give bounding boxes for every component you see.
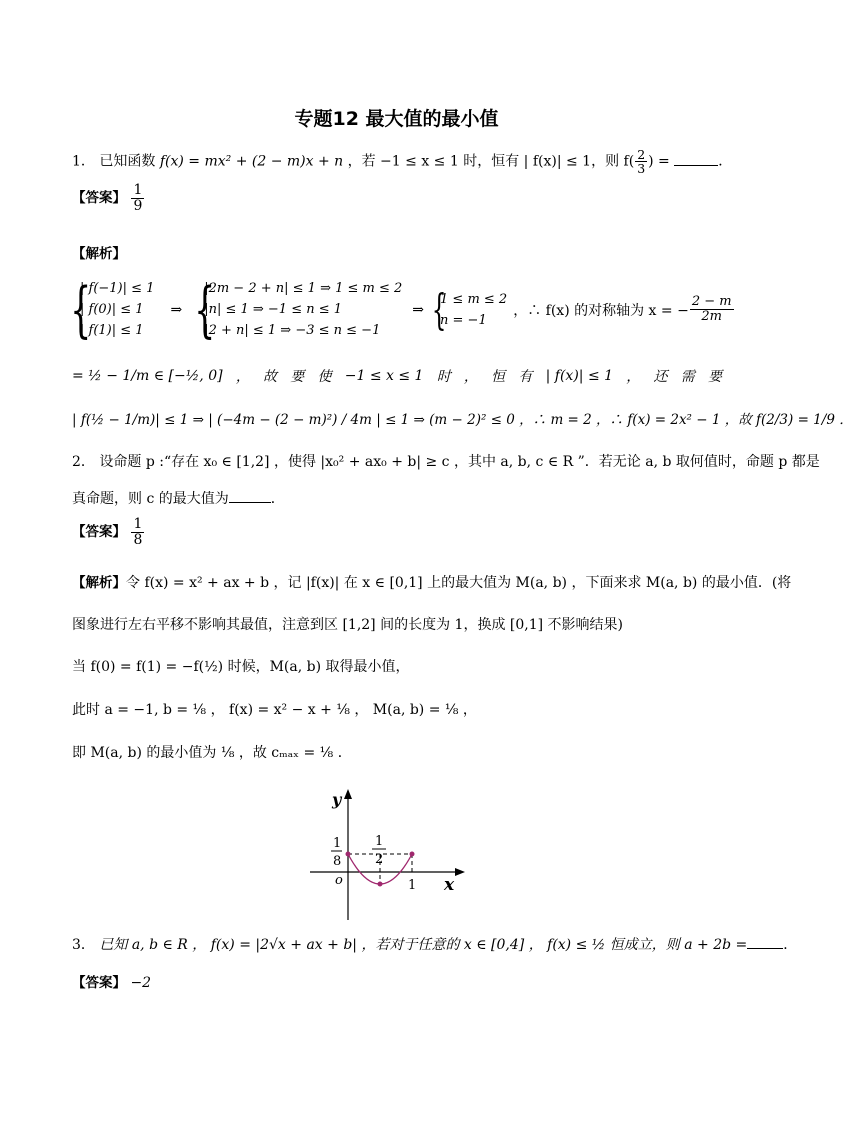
question-number: 3． bbox=[72, 937, 95, 953]
period: ． bbox=[783, 937, 798, 953]
eighth-label-den: 8 bbox=[333, 854, 342, 869]
expression: | f(x)| ≤ 1 bbox=[545, 368, 614, 384]
analysis-2-line-2: 图象进行左右平移不影响其最值，注意到区 [1,2] 间的长度为 1，换成 [0,1] 不影响结果) bbox=[72, 617, 623, 633]
middle-brace: { bbox=[194, 274, 216, 345]
half-label-num: 1 bbox=[375, 834, 384, 849]
half-label-den: 2 bbox=[375, 852, 384, 867]
answer-2 bbox=[72, 517, 145, 547]
y-axis-label: y bbox=[332, 790, 342, 809]
point-left bbox=[346, 852, 351, 857]
text: 时 bbox=[436, 369, 451, 385]
answer-3 bbox=[72, 971, 151, 991]
analysis-2-line-1 bbox=[72, 573, 791, 593]
analysis-line-3 bbox=[72, 366, 722, 386]
axis-text: ，∴ f(x) 的对称轴为 x = − bbox=[513, 302, 689, 319]
text: 故 bbox=[263, 369, 278, 385]
point-vertex bbox=[378, 882, 383, 887]
answer-label: 【答案】 bbox=[72, 190, 126, 207]
period: ． bbox=[718, 153, 733, 170]
origin-label: o bbox=[335, 873, 343, 888]
question-number: 1． bbox=[72, 153, 95, 170]
text: 要 bbox=[290, 369, 305, 385]
text: ， bbox=[626, 369, 641, 385]
analysis-line-4: | f(½ − 1/m)| ≤ 1 ⇒ | (−4m − (2 − m)²) / 4m | ≤ 1 ⇒ (m − 2)² ≤ 0 ，∴ m = 2 ，∴ f(x) = 2x² − 1 ，故 f(2/3) = 1/9 ． bbox=[72, 412, 853, 428]
text: 恒 bbox=[491, 369, 506, 385]
text: 使 bbox=[317, 369, 332, 385]
answer-blank bbox=[674, 151, 718, 166]
answer-1 bbox=[72, 183, 145, 213]
answer-label: 【答案】 bbox=[72, 524, 126, 541]
page-title: 专题12 最大值的最小值 bbox=[294, 108, 499, 130]
question-tail: ) = bbox=[648, 153, 670, 170]
period: ． bbox=[270, 491, 285, 507]
analysis-2-line-4: 此时 a = −1, b = ⅛ ， f(x) = x² − x + ⅛ ， M(a, b) = ⅛ ， bbox=[72, 702, 477, 718]
analysis-label: 【解析】 bbox=[72, 575, 126, 591]
answer-fraction: $\frac{1}{9}$ bbox=[133, 182, 143, 214]
answer-blank bbox=[747, 934, 783, 949]
answer-blank bbox=[229, 488, 271, 503]
text: 有 bbox=[518, 369, 533, 385]
implies-arrow: ⇒ bbox=[412, 301, 425, 318]
eighth-label-num: 1 bbox=[333, 836, 342, 851]
answer-fraction: $\frac{1}{8}$ bbox=[133, 516, 143, 548]
text: 需 bbox=[680, 369, 695, 385]
system-middle: |2m − 2 + n| ≤ 1 ⇒ 1 ≤ m ≤ 2 |n| ≤ 1 ⇒ −1 ≤ n ≤ 1 |2 + n| ≤ 1 ⇒ −3 ≤ n ≤ −1 bbox=[204, 281, 403, 338]
point-right bbox=[410, 852, 415, 857]
question-text: 真命题，则 c 的最大值为 bbox=[72, 491, 229, 507]
expression: −1 ≤ x ≤ 1 bbox=[344, 368, 424, 384]
text: 还 bbox=[653, 369, 668, 385]
x-axis-arrow bbox=[455, 868, 465, 876]
expression: = ½ − 1/m ∈ [−½, 0] bbox=[72, 368, 223, 384]
question-text: 已知 a, b ∈ R ， f(x) = |2√x + ax + b| ，若对于任意的 x ∈ [0,4] ， f(x) ≤ ½ 恒成立，则 a + 2b = bbox=[99, 937, 748, 953]
question-3 bbox=[72, 934, 797, 955]
right-brace: { bbox=[431, 284, 447, 334]
analysis-text: 令 f(x) = x² + ax + b ，记 |f(x)| 在 x ∈ [0,1] 上的最大值为 M(a, b) ，下面来求 M(a, b) 的最小值．(将 bbox=[126, 575, 792, 591]
question-2 bbox=[72, 452, 820, 472]
fraction: $\frac{2}{3}$ bbox=[637, 147, 646, 177]
question-number: 2． bbox=[72, 454, 95, 470]
function-expression: f(x) = mx² + (2 − m)x + n bbox=[159, 153, 344, 170]
question-1 bbox=[72, 148, 732, 175]
axis-fraction: $\frac{2 - m}{2m}$ bbox=[691, 294, 732, 324]
question-text: 设命题 p :“存在 x₀ ∈ [1,2] ，使得 |x₀² + ax₀ + b| ≥ c ，其中 a, b, c ∈ R ”．若无论 a, b 取何值时，命题 p 都是 bbox=[99, 454, 820, 470]
y-axis-arrow bbox=[344, 789, 352, 799]
text: ， bbox=[463, 369, 478, 385]
analysis-2-line-3: 当 f(0) = f(1) = −f(½) 时候，M(a, b) 取得最小值， bbox=[72, 659, 410, 675]
answer-value: −2 bbox=[130, 975, 152, 991]
analysis-2-line-5: 即 M(a, b) 的最小值为 ⅛ ，故 cₘₐₓ = ⅛ ． bbox=[72, 745, 352, 761]
system-left: | f(−1)| ≤ 1 | f(0)| ≤ 1 | f(1)| ≤ 1 bbox=[80, 281, 155, 338]
parabola-graph bbox=[300, 785, 470, 925]
analysis-label: 【解析】 bbox=[72, 246, 126, 262]
text: 要 bbox=[708, 369, 722, 385]
left-brace: { bbox=[70, 274, 92, 345]
x-axis-label: x bbox=[444, 875, 455, 895]
text: ， bbox=[235, 369, 250, 385]
question-text: 已知函数 bbox=[99, 153, 156, 170]
one-label: 1 bbox=[408, 878, 417, 893]
system-right: 1 ≤ m ≤ 2 n = −1 bbox=[440, 291, 508, 328]
question-2-line-2 bbox=[72, 488, 285, 509]
condition-text: ，若 −1 ≤ x ≤ 1 时，恒有 | f(x)| ≤ 1，则 f( bbox=[347, 153, 635, 170]
inequality-system bbox=[68, 274, 735, 345]
answer-label: 【答案】 bbox=[72, 975, 126, 991]
implies-arrow: ⇒ bbox=[170, 301, 183, 318]
